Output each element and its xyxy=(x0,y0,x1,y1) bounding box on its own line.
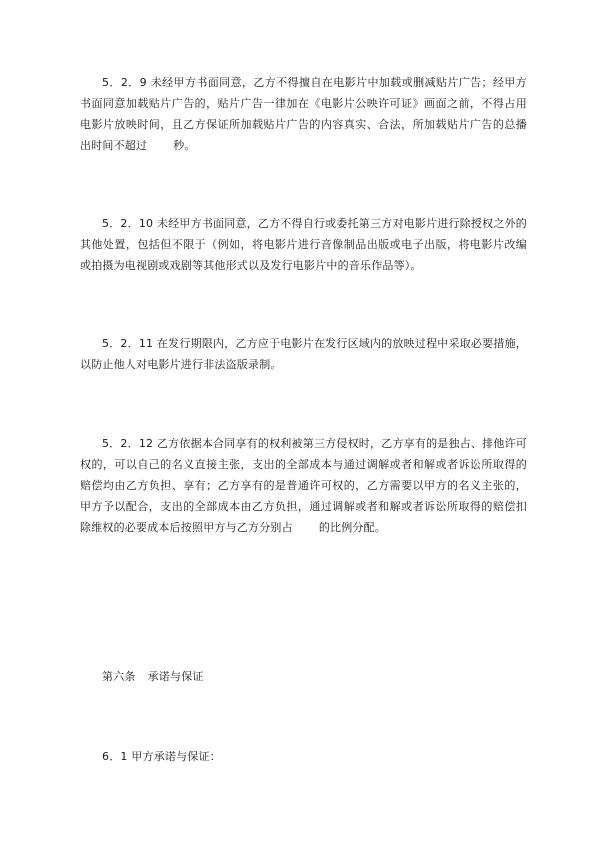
clause-6-1 xyxy=(102,746,221,767)
clause-5-2-10 xyxy=(80,213,527,276)
clause-number: 5．2．10 xyxy=(102,217,154,230)
clause-text: 未经甲方书面同意，乙方不得擅自在电影片中加载或删减贴片广告；经甲方书面同意加载贴片广告的，贴片广告一律加在《电影片公映许可证》画面之前，不得占用电影片放映时间，且乙方保证所加载贴片广告的内容真实、合法，所加载贴片广告的总播出时间不超过 xyxy=(80,76,527,152)
clause-number: 5．2．12 xyxy=(102,437,154,450)
article-number: 第六条 xyxy=(102,670,136,683)
article-title: 承诺与保证 xyxy=(147,670,204,683)
article-6-heading xyxy=(102,666,204,687)
clause-text-end: 的比例分配。 xyxy=(318,521,387,534)
clause-5-2-9 xyxy=(80,72,527,156)
clause-text-end: 秒。 xyxy=(173,139,196,152)
clause-text: 乙方依据本合同享有的权利被第三方侵权时，乙方享有的是独占、排他许可权的，可以自己的名义直接主张，支出的全部成本与通过调解或者和解或者诉讼所取得的赔偿均由乙方负担、享有；乙方享有的是普通许可权的，乙方需要以甲方的名义主张的，甲方予以配合，支出的全部成本由乙方负担，通过调解或者和解或者诉讼所取得的赔偿扣除维权的必要成本后按照甲方与乙方分别占 xyxy=(80,437,527,534)
clause-5-2-11 xyxy=(80,333,527,375)
clause-text: 在发行期限内，乙方应于电影片在发行区域内的放映过程中采取必要措施，以防止他人对电影片进行非法盗版录制。 xyxy=(80,337,527,371)
clause-text: 未经甲方书面同意，乙方不得自行或委托第三方对电影片进行除授权之外的其他处置，包括但不限于（例如，将电影片进行音像制品出版或电子出版，将电影片改编或拍摄为电视剧或戏剧等其他形式以及发行电影片中的音乐作品等）。 xyxy=(80,217,527,272)
clause-number: 6．1 xyxy=(102,750,128,763)
clause-number: 5．2．9 xyxy=(102,76,147,89)
clause-5-2-12 xyxy=(80,433,527,538)
clause-text: 甲方承诺与保证： xyxy=(131,750,221,763)
clause-number: 5．2．11 xyxy=(102,337,154,350)
